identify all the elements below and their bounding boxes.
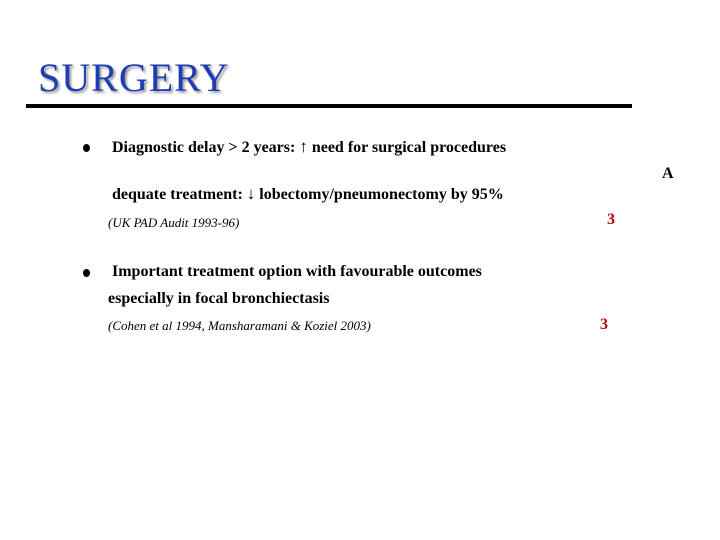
bullet-dot: [83, 144, 90, 152]
item-1-text-before: Diagnostic delay > 2 years:: [112, 139, 296, 156]
item-2-marker: A: [662, 165, 674, 182]
item-3-line-1: Important treatment option with favourable outcomes: [112, 263, 482, 280]
item-3-reference: (Cohen et al 1994, Mansharamani & Koziel 2003): [108, 318, 371, 333]
item-2-text: [112, 184, 504, 205]
item-2-reference: (UK PAD Audit 1993-96): [108, 215, 240, 230]
up-arrow-icon: ↑: [299, 137, 308, 156]
item-1-text: [112, 137, 506, 158]
bullet-dot: [83, 269, 90, 277]
item-1-text-after: need for surgical procedures: [311, 139, 507, 156]
down-arrow-icon: ↓: [246, 184, 256, 203]
item-3-evidence-grade: 3: [600, 316, 608, 333]
item-2-evidence-grade: 3: [607, 211, 615, 228]
item-2-text-before: dequate treatment:: [112, 186, 243, 203]
title-underline: [26, 104, 632, 108]
slide-title: SURGERY: [38, 55, 230, 100]
item-3-line-2: especially in focal bronchiectasis: [108, 290, 330, 307]
item-2-text-after: lobectomy/pneumonectomy by 95%: [259, 186, 504, 203]
